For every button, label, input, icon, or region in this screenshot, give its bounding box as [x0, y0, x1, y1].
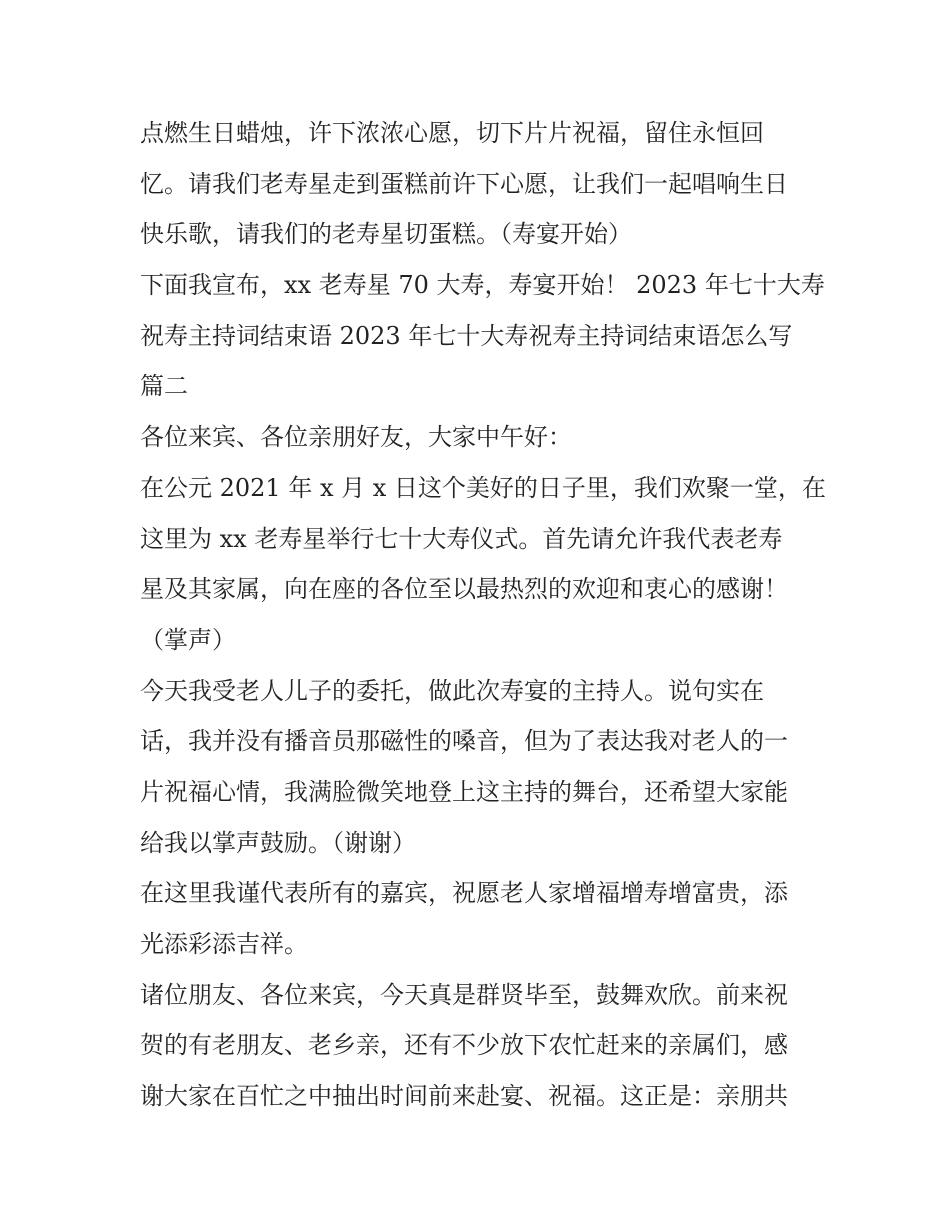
text-line: 话，我并没有播音员那磁性的嗓音，但为了表达我对老人的一: [140, 727, 788, 756]
text-line: 给我以掌声鼓励。（谢谢）: [140, 828, 416, 857]
text-line: （掌声）: [140, 625, 236, 654]
text-line: 忆。请我们老寿星走到蛋糕前许下心愿，让我们一起唱响生日: [140, 169, 788, 198]
text-line: 诸位朋友、各位来宾，今天真是群贤毕至，鼓舞欢欣。前来祝: [140, 980, 788, 1009]
text-line: 篇二: [140, 372, 188, 401]
text-line: 快乐歌，请我们的老寿星切蛋糕。（寿宴开始）: [140, 220, 632, 249]
text-line: 这里为 xx 老寿星举行七十大寿仪式。首先请允许我代表老寿: [140, 524, 783, 553]
text-line: 各位来宾、各位亲朋好友，大家中午好：: [140, 423, 572, 452]
text-line: 谢大家在百忙之中抽出时间前来赴宴、祝福。这正是：亲朋共: [140, 1082, 788, 1111]
document-body: [140, 108, 826, 1122]
text-line: 下面我宣布，xx 老寿星 70 大寿，寿宴开始！ 2023 年七十大寿: [140, 271, 825, 300]
text-line: 祝寿主持词结束语 2023 年七十大寿祝寿主持词结束语怎么写: [140, 321, 793, 350]
text-line: 贺的有老朋友、老乡亲，还有不少放下农忙赶来的亲属们，感: [140, 1031, 788, 1060]
text-line: 片祝福心情，我满脸微笑地登上这主持的舞台，还希望大家能: [140, 777, 788, 806]
text-line: 光添彩添吉祥。: [140, 930, 308, 958]
text-line: 在公元 2021 年 x 月 x 日这个美好的日子里，我们欢聚一堂，在: [140, 473, 826, 502]
text-line: 点燃生日蜡烛，许下浓浓心愿，切下片片祝福，留住永恒回: [140, 119, 764, 147]
text-line: 今天我受老人儿子的委托，做此次寿宴的主持人。说句实在: [140, 676, 764, 705]
text-line: 星及其家属，向在座的各位至以最热烈的欢迎和衷心的感谢！: [140, 575, 788, 604]
text-line: 在这里我谨代表所有的嘉宾，祝愿老人家增福增寿增富贵，添: [140, 879, 788, 908]
